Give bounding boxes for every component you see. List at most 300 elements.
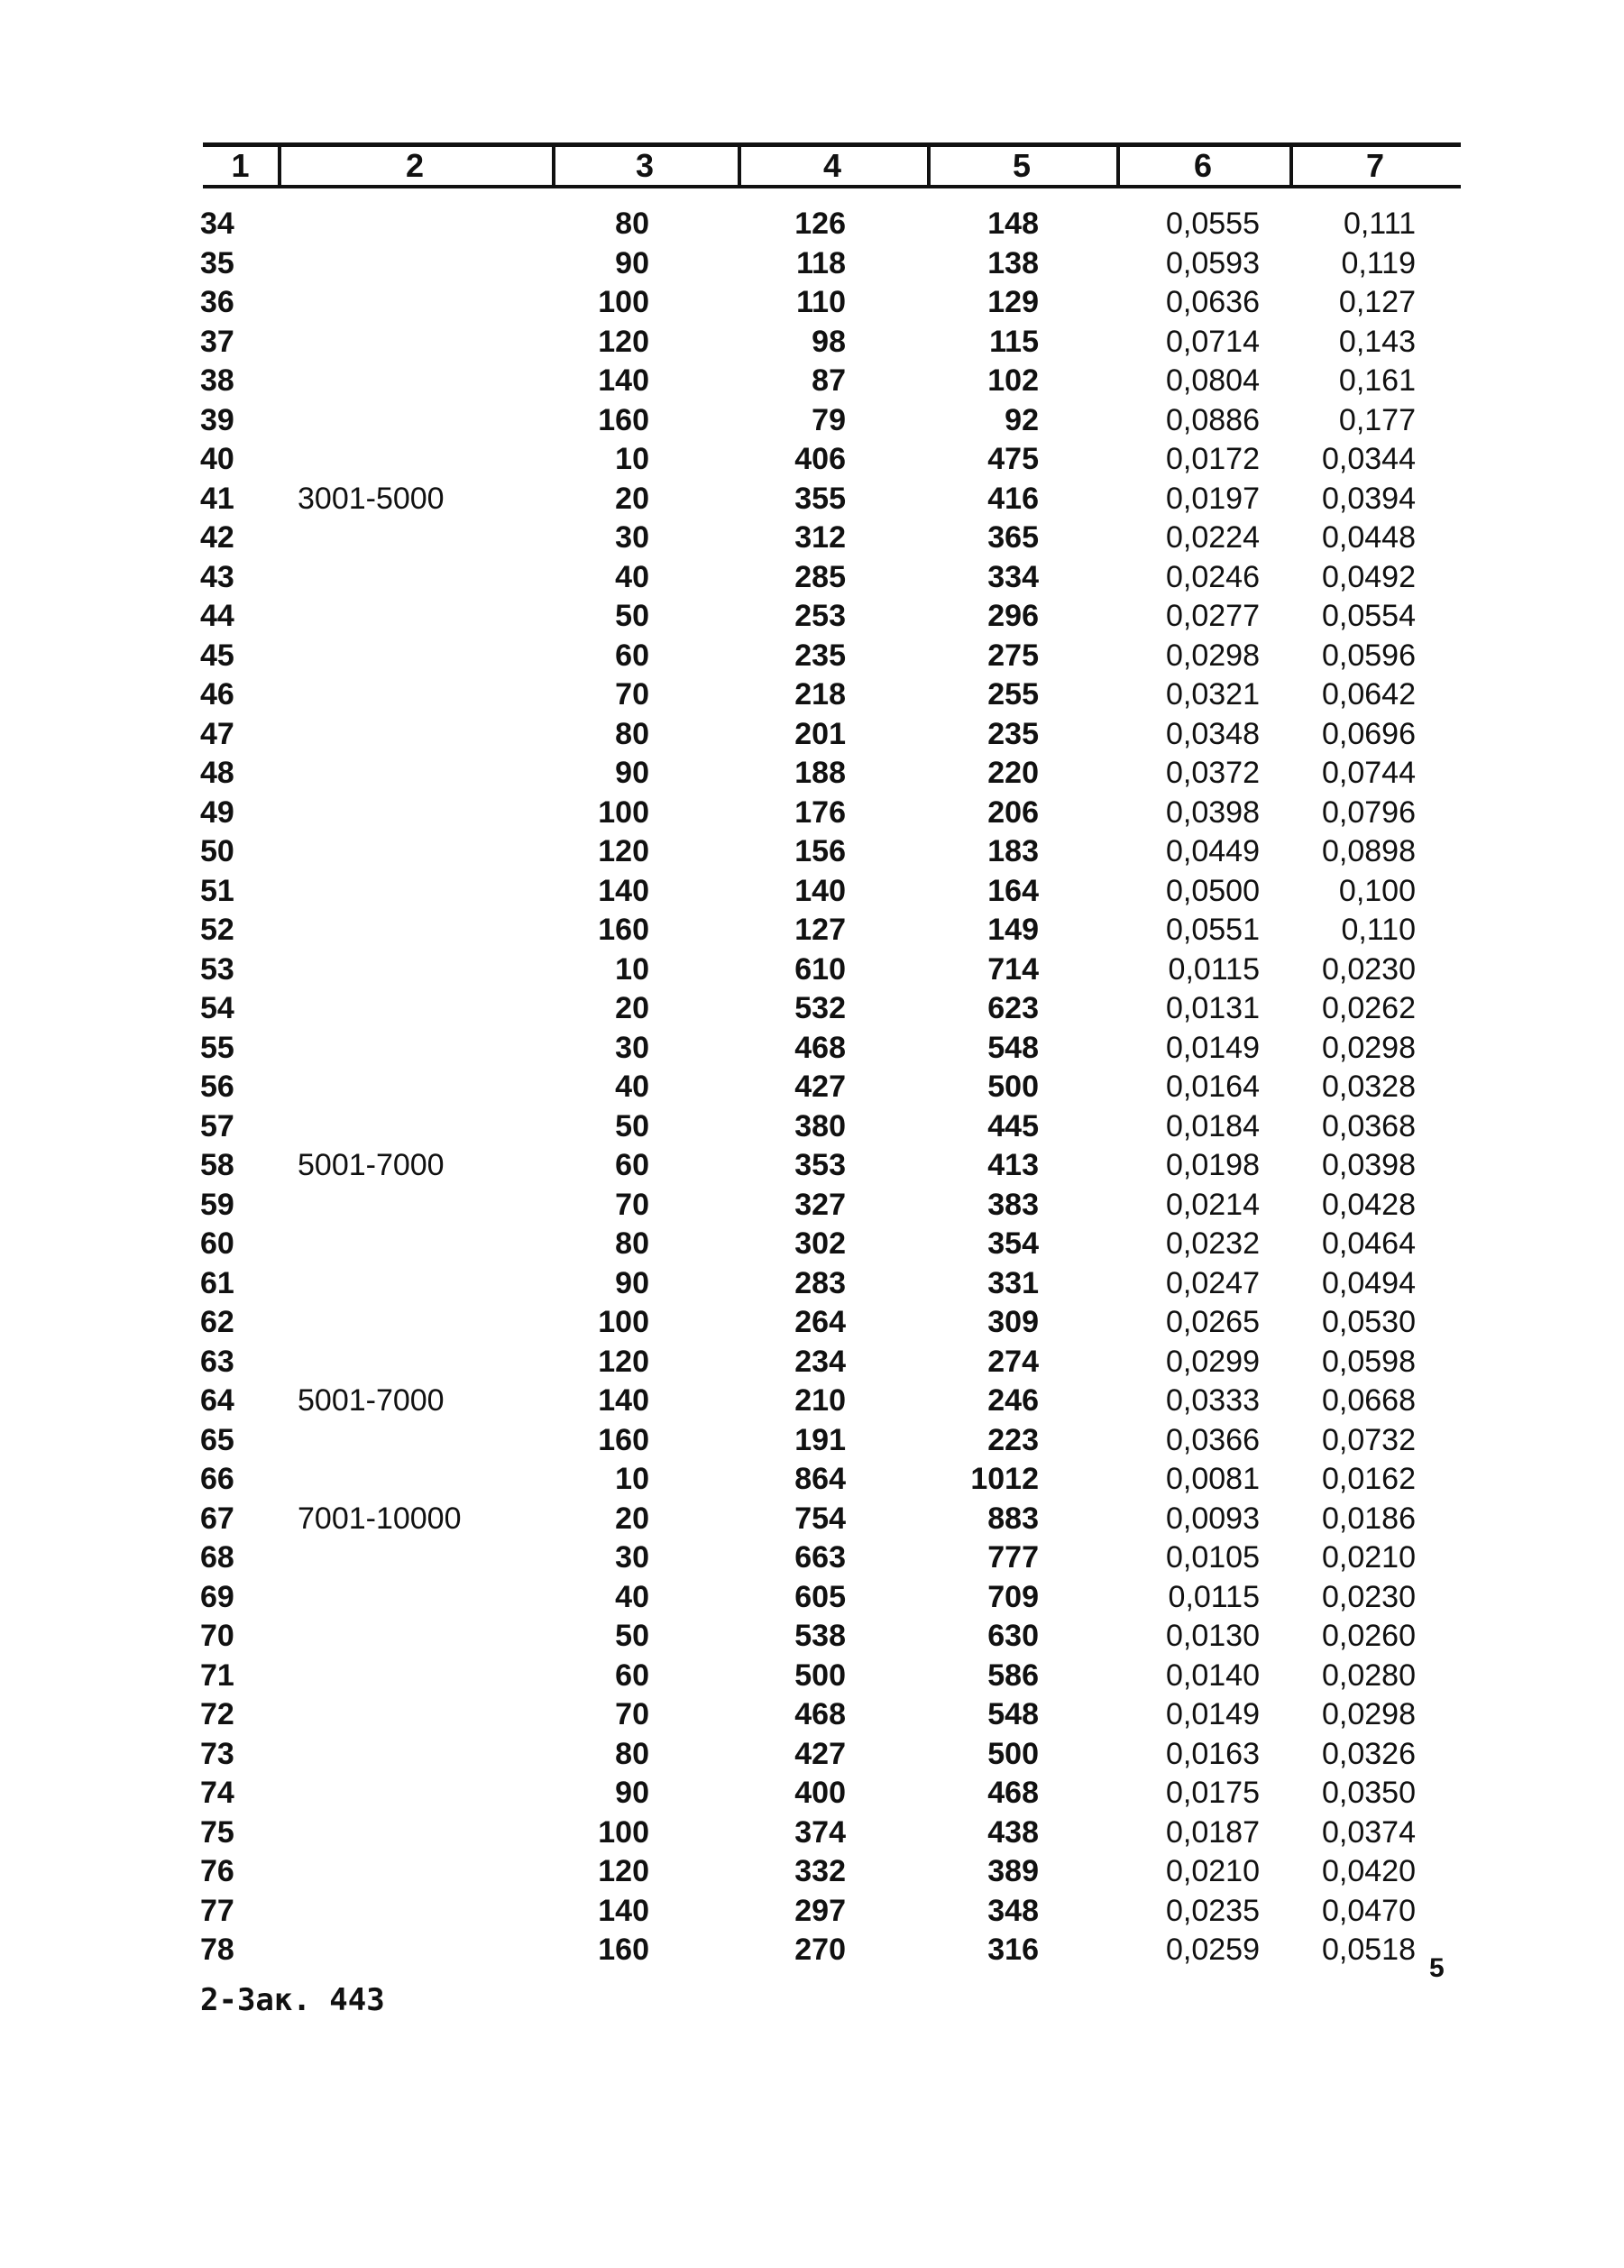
col6-cell: 0,0131 [1166,991,1260,1025]
col7-cell: 0,0230 [1322,1579,1416,1614]
table-row [0,1694,1624,1734]
row-number: 73 [200,1736,234,1771]
col7-cell: 0,0448 [1322,520,1416,555]
col3-cell: 80 [615,716,649,751]
col4-cell: 210 [794,1383,846,1418]
col4-cell: 218 [794,677,846,712]
range-cell: 5001-7000 [298,1148,445,1182]
row-number: 75 [200,1814,234,1850]
col5-cell: 630 [987,1619,1039,1653]
col4-cell: 191 [794,1422,846,1457]
col4-cell: 380 [794,1108,846,1143]
row-number: 56 [200,1070,234,1104]
table-row [0,714,1624,754]
table-row [0,204,1624,243]
col4-cell: 468 [794,1697,846,1731]
col5-cell: 416 [987,481,1039,516]
col6-cell: 0,0551 [1166,913,1260,947]
col7-cell: 0,0260 [1322,1619,1416,1653]
col3-cell: 30 [615,1030,649,1065]
row-number: 55 [200,1030,234,1065]
col3-cell: 140 [598,363,649,398]
col3-cell: 140 [598,1383,649,1418]
table-row [0,1616,1624,1656]
col6-cell: 0,0265 [1166,1305,1260,1339]
col5-cell: 500 [987,1070,1039,1104]
col6-cell: 0,0187 [1166,1814,1260,1850]
col7-cell: 0,0210 [1322,1540,1416,1575]
col4-cell: 98 [812,324,846,359]
col3-cell: 30 [615,520,649,555]
col4-cell: 427 [794,1736,846,1771]
col3-cell: 20 [615,1501,649,1536]
col4-cell: 332 [794,1854,846,1888]
column-separator [927,144,931,186]
col5-cell: 475 [987,442,1039,476]
header-bottom-rule [203,185,1461,188]
range-cell: 3001-5000 [298,481,445,516]
row-number: 48 [200,756,234,790]
col7-cell: 0,0368 [1322,1108,1416,1143]
col3-cell: 160 [598,1933,649,1967]
column-separator [552,144,555,186]
col6-cell: 0,0321 [1166,677,1260,712]
col5-cell: 102 [987,363,1039,398]
table-row [0,1106,1624,1146]
table-row [0,1813,1624,1852]
col7-cell: 0,0328 [1322,1070,1416,1104]
col7-cell: 0,100 [1338,873,1416,908]
col5-cell: 246 [987,1383,1039,1418]
col6-cell: 0,0593 [1166,245,1260,280]
col5-cell: 309 [987,1305,1039,1339]
col7-cell: 0,0230 [1322,951,1416,987]
col4-cell: 610 [794,951,846,987]
col5-cell: 148 [987,207,1039,241]
col5-cell: 709 [987,1579,1039,1614]
row-number: 44 [200,599,234,633]
col7-cell: 0,0420 [1322,1854,1416,1888]
col5-cell: 138 [987,245,1039,280]
col6-cell: 0,0246 [1166,559,1260,594]
table-row [0,793,1624,832]
table-row [0,322,1624,362]
table-row [0,675,1624,714]
col4-cell: 468 [794,1030,846,1065]
col7-cell: 0,0668 [1322,1383,1416,1418]
table-row [0,1302,1624,1342]
table-row [0,988,1624,1028]
col3-cell: 160 [598,1422,649,1457]
col3-cell: 100 [598,794,649,830]
col5-cell: 438 [987,1814,1039,1850]
col4-cell: 532 [794,991,846,1025]
column-header-5: 5 [1012,147,1032,184]
col6-cell: 0,0636 [1166,285,1260,319]
col6-cell: 0,0149 [1166,1697,1260,1731]
col6-cell: 0,0555 [1166,207,1260,241]
col6-cell: 0,0164 [1166,1070,1260,1104]
col5-cell: 206 [987,794,1039,830]
column-header-6: 6 [1193,147,1213,184]
col4-cell: 253 [794,599,846,633]
table-row [0,361,1624,400]
col3-cell: 70 [615,1697,649,1731]
col4-cell: 427 [794,1070,846,1104]
col7-cell: 0,0428 [1322,1187,1416,1222]
table-row [0,1263,1624,1303]
col6-cell: 0,0198 [1166,1148,1260,1182]
column-separator [1116,144,1120,186]
col6-cell: 0,0105 [1166,1540,1260,1575]
col7-cell: 0,0492 [1322,559,1416,594]
col7-cell: 0,0298 [1322,1030,1416,1065]
col7-cell: 0,0280 [1322,1657,1416,1693]
col6-cell: 0,0184 [1166,1108,1260,1143]
col5-cell: 586 [987,1657,1039,1693]
col4-cell: 538 [794,1619,846,1653]
col6-cell: 0,0333 [1166,1383,1260,1418]
table-row [0,950,1624,989]
col3-cell: 100 [598,285,649,319]
col5-cell: 348 [987,1893,1039,1928]
table-row [0,479,1624,519]
order-number: 2-Зак. 443 [200,1982,385,2018]
col5-cell: 468 [987,1776,1039,1810]
col4-cell: 327 [794,1187,846,1222]
row-number: 51 [200,873,234,908]
col3-cell: 50 [615,599,649,633]
row-number: 54 [200,991,234,1025]
row-number: 34 [200,207,234,241]
col7-cell: 0,0374 [1322,1814,1416,1850]
row-number: 74 [200,1776,234,1810]
page-number: 5 [1429,1953,1445,1983]
col3-cell: 120 [598,324,649,359]
col7-cell: 0,177 [1338,402,1416,437]
col5-cell: 623 [987,991,1039,1025]
col7-cell: 0,0696 [1322,716,1416,751]
table-row [0,1067,1624,1106]
col5-cell: 1012 [970,1462,1039,1496]
row-number: 40 [200,442,234,476]
col7-cell: 0,127 [1338,285,1416,319]
column-header-3: 3 [635,147,655,184]
table-row [0,1224,1624,1263]
col7-cell: 0,0262 [1322,991,1416,1025]
table-row [0,1656,1624,1695]
column-separator [1289,144,1293,186]
table-row [0,243,1624,283]
col7-cell: 0,0530 [1322,1305,1416,1339]
col6-cell: 0,0500 [1166,873,1260,908]
table-row [0,1420,1624,1460]
col5-cell: 714 [987,951,1039,987]
col7-cell: 0,0464 [1322,1226,1416,1261]
table-row [0,1930,1624,1970]
row-number: 53 [200,951,234,987]
col3-cell: 80 [615,1226,649,1261]
col3-cell: 120 [598,1854,649,1888]
col5-cell: 389 [987,1854,1039,1888]
col7-cell: 0,0898 [1322,834,1416,868]
col4-cell: 270 [794,1933,846,1967]
col3-cell: 30 [615,1540,649,1575]
column-header-2: 2 [405,147,425,184]
col6-cell: 0,0277 [1166,599,1260,633]
range-cell: 7001-10000 [298,1501,462,1536]
column-separator [278,144,281,186]
col3-cell: 90 [615,245,649,280]
row-number: 41 [200,481,234,516]
col5-cell: 255 [987,677,1039,712]
col6-cell: 0,0210 [1166,1854,1260,1888]
col7-cell: 0,111 [1343,207,1416,241]
col3-cell: 140 [598,1893,649,1928]
col7-cell: 0,0394 [1322,481,1416,516]
col4-cell: 500 [794,1657,846,1693]
col4-cell: 127 [794,913,846,947]
col7-cell: 0,0744 [1322,756,1416,790]
col3-cell: 70 [615,1187,649,1222]
col4-cell: 118 [796,245,846,280]
row-number: 38 [200,363,234,398]
table-row [0,636,1624,675]
row-number: 45 [200,638,234,673]
col4-cell: 864 [794,1462,846,1496]
table-row [0,1342,1624,1382]
col4-cell: 234 [794,1344,846,1379]
col5-cell: 274 [987,1344,1039,1379]
col4-cell: 605 [794,1579,846,1614]
col5-cell: 777 [987,1540,1039,1575]
col4-cell: 110 [796,285,846,319]
row-number: 61 [200,1265,234,1300]
col3-cell: 160 [598,402,649,437]
col3-cell: 100 [598,1305,649,1339]
col4-cell: 302 [794,1226,846,1261]
col3-cell: 80 [615,207,649,241]
col3-cell: 10 [615,442,649,476]
col3-cell: 10 [615,951,649,987]
col6-cell: 0,0081 [1166,1462,1260,1496]
table-row [0,596,1624,636]
col7-cell: 0,0732 [1322,1422,1416,1457]
table-row [0,910,1624,950]
col4-cell: 663 [794,1540,846,1575]
row-number: 47 [200,716,234,751]
col5-cell: 383 [987,1187,1039,1222]
col6-cell: 0,0449 [1166,834,1260,868]
table-row [0,1381,1624,1420]
table-row [0,1499,1624,1538]
col7-cell: 0,0186 [1322,1501,1416,1536]
col6-cell: 0,0172 [1166,442,1260,476]
col7-cell: 0,0398 [1322,1148,1416,1182]
col6-cell: 0,0115 [1168,951,1260,987]
col6-cell: 0,0214 [1166,1187,1260,1222]
row-number: 77 [200,1893,234,1928]
col5-cell: 413 [987,1148,1039,1182]
table-row [0,282,1624,322]
col6-cell: 0,0366 [1166,1422,1260,1457]
col3-cell: 20 [615,991,649,1025]
col7-cell: 0,0298 [1322,1697,1416,1731]
col6-cell: 0,0163 [1166,1736,1260,1771]
col5-cell: 220 [987,756,1039,790]
col4-cell: 235 [794,638,846,673]
col3-cell: 60 [615,1657,649,1693]
col4-cell: 374 [794,1814,846,1850]
table-row [0,1028,1624,1068]
col5-cell: 331 [987,1265,1039,1300]
row-number: 49 [200,794,234,830]
col5-cell: 115 [989,324,1039,359]
col5-cell: 129 [987,285,1039,319]
col5-cell: 548 [987,1697,1039,1731]
col4-cell: 754 [794,1501,846,1536]
col4-cell: 406 [794,442,846,476]
col5-cell: 164 [987,873,1039,908]
row-number: 60 [200,1226,234,1261]
col3-cell: 20 [615,481,649,516]
table-row [0,400,1624,440]
row-number: 58 [200,1148,234,1182]
col3-cell: 90 [615,756,649,790]
col5-cell: 223 [987,1422,1039,1457]
col6-cell: 0,0398 [1166,794,1260,830]
col4-cell: 201 [794,716,846,751]
col5-cell: 235 [987,716,1039,751]
row-number: 63 [200,1344,234,1379]
col6-cell: 0,0714 [1166,324,1260,359]
col5-cell: 883 [987,1501,1039,1536]
col4-cell: 312 [794,520,846,555]
column-header-1: 1 [231,147,250,184]
table-row [0,557,1624,597]
col3-cell: 60 [615,1148,649,1182]
col3-cell: 160 [598,913,649,947]
col6-cell: 0,0804 [1166,363,1260,398]
row-number: 78 [200,1933,234,1967]
col5-cell: 365 [987,520,1039,555]
col7-cell: 0,0554 [1322,599,1416,633]
col6-cell: 0,0093 [1166,1501,1260,1536]
col7-cell: 0,0796 [1322,794,1416,830]
col6-cell: 0,0259 [1166,1933,1260,1967]
col7-cell: 0,110 [1341,913,1416,947]
table-row [0,871,1624,911]
row-number: 37 [200,324,234,359]
row-number: 65 [200,1422,234,1457]
col4-cell: 126 [794,207,846,241]
row-number: 35 [200,245,234,280]
table-row [0,1459,1624,1499]
col6-cell: 0,0299 [1166,1344,1260,1379]
row-number: 59 [200,1187,234,1222]
col3-cell: 120 [598,834,649,868]
col3-cell: 90 [615,1265,649,1300]
col3-cell: 40 [615,1070,649,1104]
col7-cell: 0,0598 [1322,1344,1416,1379]
table-row [0,1891,1624,1931]
row-number: 46 [200,677,234,712]
table-row [0,1185,1624,1225]
col7-cell: 0,0470 [1322,1893,1416,1928]
col5-cell: 445 [987,1108,1039,1143]
col5-cell: 92 [1005,402,1039,437]
col5-cell: 354 [987,1226,1039,1261]
col6-cell: 0,0115 [1168,1579,1260,1614]
table-row [0,439,1624,479]
col3-cell: 40 [615,1579,649,1614]
col7-cell: 0,0518 [1322,1933,1416,1967]
col7-cell: 0,0596 [1322,638,1416,673]
column-header-4: 4 [822,147,842,184]
col3-cell: 140 [598,873,649,908]
table-row [0,1734,1624,1774]
row-number: 43 [200,559,234,594]
range-cell: 5001-7000 [298,1383,445,1418]
col4-cell: 188 [794,756,846,790]
row-number: 68 [200,1540,234,1575]
col6-cell: 0,0886 [1166,402,1260,437]
col3-cell: 100 [598,1814,649,1850]
col3-cell: 50 [615,1108,649,1143]
col3-cell: 40 [615,559,649,594]
col6-cell: 0,0175 [1166,1776,1260,1810]
table-row [0,1577,1624,1617]
col4-cell: 140 [794,873,846,908]
col7-cell: 0,161 [1338,363,1416,398]
col4-cell: 355 [794,481,846,516]
table-row [0,1851,1624,1891]
col5-cell: 316 [987,1933,1039,1967]
col4-cell: 400 [794,1776,846,1810]
col7-cell: 0,143 [1338,324,1416,359]
col6-cell: 0,0247 [1166,1265,1260,1300]
col7-cell: 0,0162 [1322,1462,1416,1496]
table-row [0,1773,1624,1813]
col3-cell: 10 [615,1462,649,1496]
row-number: 67 [200,1501,234,1536]
table-body [0,204,1624,1970]
col5-cell: 548 [987,1030,1039,1065]
row-number: 64 [200,1383,234,1418]
row-number: 57 [200,1108,234,1143]
row-number: 50 [200,834,234,868]
col7-cell: 0,0326 [1322,1736,1416,1771]
col5-cell: 296 [987,599,1039,633]
col6-cell: 0,0149 [1166,1030,1260,1065]
col4-cell: 285 [794,559,846,594]
col3-cell: 70 [615,677,649,712]
col3-cell: 60 [615,638,649,673]
row-number: 39 [200,402,234,437]
col6-cell: 0,0232 [1166,1226,1260,1261]
table-row [0,831,1624,871]
col6-cell: 0,0130 [1166,1619,1260,1653]
col4-cell: 79 [812,402,846,437]
row-number: 71 [200,1657,234,1693]
col5-cell: 275 [987,638,1039,673]
col4-cell: 176 [794,794,846,830]
col5-cell: 500 [987,1736,1039,1771]
col7-cell: 0,0350 [1322,1776,1416,1810]
column-header-7: 7 [1365,147,1385,184]
col6-cell: 0,0298 [1166,638,1260,673]
table-row [0,1145,1624,1185]
